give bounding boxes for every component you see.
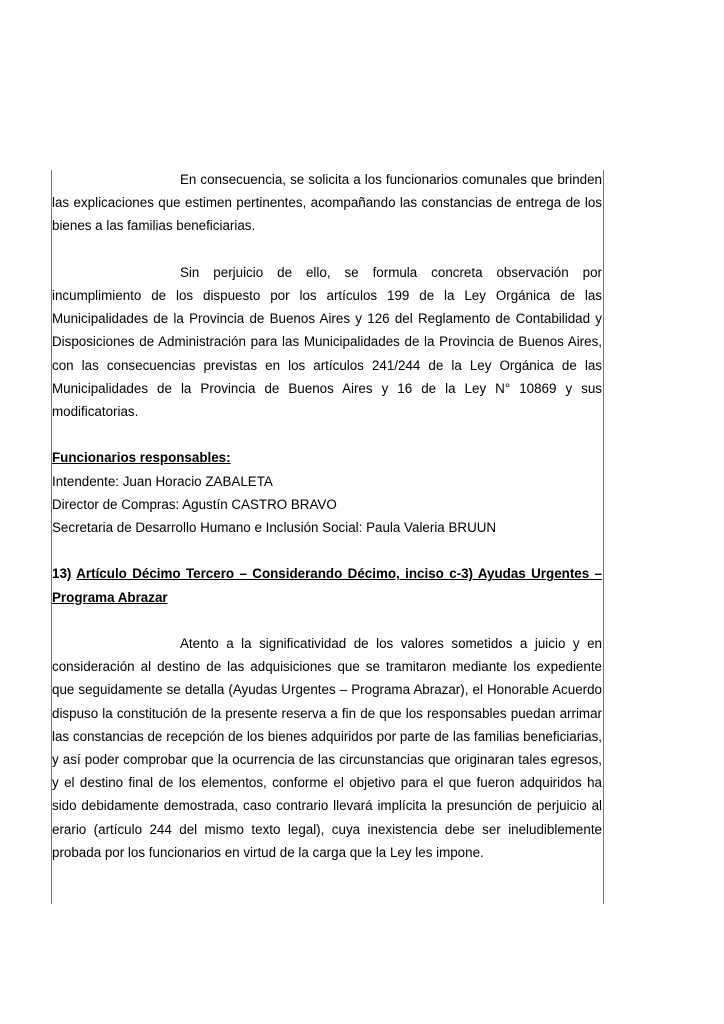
paragraph-observacion: Sin perjuicio de ello, se formula concreta observación por incumplimiento de los dispuesto por los artículos 199 de la Ley Orgánica de las Municipalidades de la Provincia de Buenos Aires y 126 del Reglamento de Contabilidad y Disposiciones de Administración para las Municipalidades de la Provincia de Buenos Aires, con las consecuencias previstas en los artículos 241/244 de la Ley Orgánica de las Municipalidades de la Provincia de Buenos Aires y 16 de la Ley N° 10869 y sus modificatorias. — [52, 264, 602, 420]
responsable-secretaria: Secretaria de Desarrollo Humano e Inclusión Social: Paula Valeria BRUUN — [52, 520, 497, 536]
section-number: 13) — [52, 566, 72, 582]
section-title-text: Artículo Décimo Tercero – Considerando Décimo, inciso c-3) Ayudas Urgentes – Programa Abrazar — [52, 566, 602, 605]
responsable-director-compras: Director de Compras: Agustín CASTRO BRAVO — [52, 496, 337, 512]
responsables-heading: Funcionarios responsables: — [52, 450, 231, 466]
document-body — [52, 168, 602, 864]
section-13-title — [52, 562, 602, 608]
paragraph-explicaciones: En consecuencia, se solicita a los funcionarios comunales que brinden las explicaciones que estimen pertinentes, acompañando las constancias de entrega de los bienes a las familias beneficiarias. — [52, 172, 602, 234]
responsable-intendente: Intendente: Juan Horacio ZABALETA — [52, 473, 273, 489]
paragraph-reserva: Atento a la significatividad de los valores sometidos a juicio y en consideración al destino de las adquisiciones que se tramitaron mediante los expediente que seguidamente se detalla (Ayudas Urgentes – Programa Abrazar), el Honorable Acuerdo dispuso la constitución de la presente reserva a fin de que los responsables puedan arrimar las constancias de recepción de los bienes adquiridos por parte de las familias beneficiarias, y así poder comprobar que la ocurrencia de las circunstancias que originaran tales egresos, y el destino final de los elementos, conforme el objetivo para el que fueron adquiridos ha sido debidamente demostrada, caso contrario llevará implícita la presunción de perjuicio al erario (artículo 244 del mismo texto legal), cuya inexistencia debe ser ineludiblemente probada por los funcionarios en virtud de la carga que la Ley les impone. — [52, 636, 602, 860]
right-margin-rule — [603, 170, 604, 904]
